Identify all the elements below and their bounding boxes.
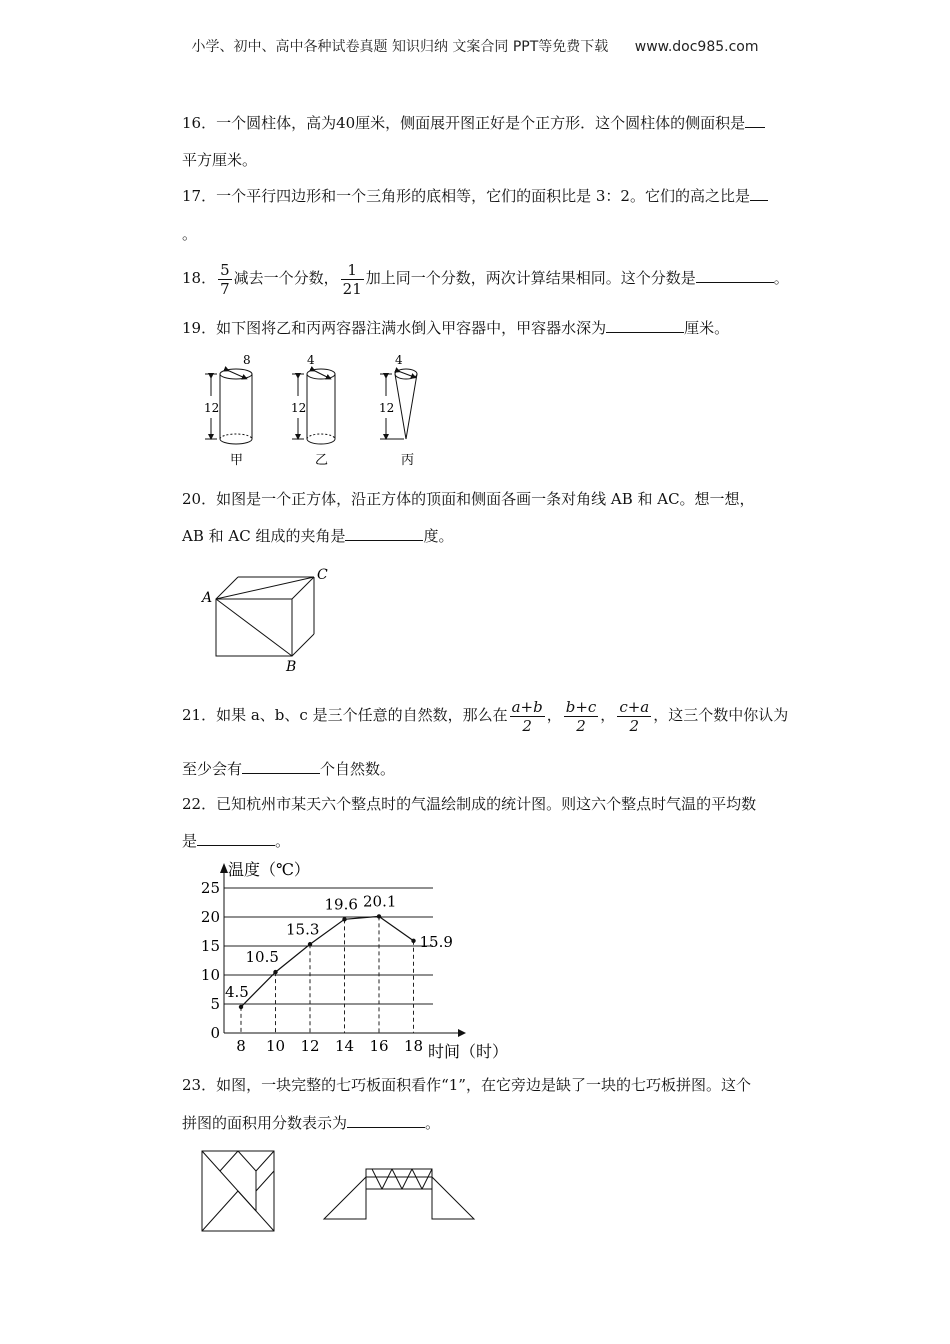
container-label: 乙 bbox=[315, 453, 329, 468]
question-22-line1: 22．已知杭州市某天六个整点时的气温绘制成的统计图。则这六个整点时气温的平均数 bbox=[182, 795, 757, 813]
fraction-a-b: $\frac{a+b}{2}$ bbox=[511, 697, 543, 735]
y-tick-label: 10 bbox=[200, 966, 220, 984]
x-tick-label: 16 bbox=[369, 1037, 389, 1055]
height-label: 12 bbox=[379, 401, 395, 415]
container-label: 丙 bbox=[401, 453, 415, 468]
x-axis-arrow bbox=[458, 1029, 466, 1037]
data-label: 15.3 bbox=[286, 920, 320, 939]
x-tick-label: 8 bbox=[236, 1037, 246, 1055]
data-point bbox=[342, 917, 346, 921]
data-label: 20.1 bbox=[363, 892, 397, 911]
question-20-line2: AB 和 AC 组成的夹角是 度。 bbox=[182, 527, 454, 545]
vertex-a-label: A bbox=[202, 590, 213, 606]
y-tick-label: 0 bbox=[210, 1024, 220, 1042]
question-21-line1: 21．如果 a、b、c 是三个任意的自然数，那么在 $\frac{a+b}{2}$ ， $\frac{b+c}{2}$ ， $\frac{c+a}{2}$ ，这三个数中你认为 bbox=[182, 697, 789, 735]
question-16-line2: 平方厘米。 bbox=[182, 151, 258, 169]
page-header bbox=[0, 36, 950, 56]
diameter-label: 4 bbox=[307, 353, 315, 367]
data-point bbox=[411, 939, 415, 943]
question-19: 19．如下图将乙和丙两容器注满水倒入甲容器中，甲容器水深为 厘米。 bbox=[182, 319, 730, 337]
x-tick-label: 14 bbox=[334, 1037, 355, 1055]
fraction-b-c: $\frac{b+c}{2}$ bbox=[565, 697, 597, 735]
data-point bbox=[239, 1005, 243, 1009]
question-23-line1: 23．如图，一块完整的七巧板面积看作“1”，在它旁边是缺了一块的七巧板拼图。这个 bbox=[182, 1076, 751, 1094]
answer-blank[interactable] bbox=[242, 759, 320, 774]
data-label: 10.5 bbox=[245, 948, 279, 967]
question-17-line1 bbox=[182, 186, 768, 206]
answer-blank[interactable] bbox=[750, 186, 768, 201]
vertex-b-label: B bbox=[286, 659, 297, 675]
data-point bbox=[308, 942, 312, 946]
question-22-line2: 是 。 bbox=[182, 832, 291, 850]
vertex-c-label: C bbox=[317, 567, 328, 583]
data-label: 19.6 bbox=[324, 895, 358, 914]
data-label: 15.9 bbox=[419, 932, 453, 951]
tangram-square bbox=[200, 1148, 280, 1234]
question-16-text: 16．一个圆柱体，高为40厘米，侧面展开图正好是个正方形．这个圆柱体的侧面积是 bbox=[182, 114, 746, 132]
data-label: 4.5 bbox=[225, 982, 249, 1001]
cube-lines bbox=[216, 577, 314, 656]
question-17-line2: 。 bbox=[182, 225, 198, 243]
chart-x-label: 时间（时） bbox=[428, 1042, 509, 1061]
cube-figure bbox=[198, 565, 338, 675]
containers-figure bbox=[195, 352, 435, 472]
height-label: 12 bbox=[204, 401, 220, 415]
answer-blank[interactable] bbox=[347, 1113, 425, 1128]
answer-blank[interactable] bbox=[197, 831, 275, 846]
x-tick-label: 18 bbox=[403, 1037, 424, 1055]
data-point bbox=[377, 914, 381, 918]
question-21-line2: 至少会有 个自然数。 bbox=[182, 760, 396, 778]
diagonal-ab bbox=[216, 599, 292, 656]
answer-blank[interactable] bbox=[745, 113, 765, 128]
fraction-c-a: $\frac{c+a}{2}$ bbox=[619, 697, 650, 735]
height-label: 12 bbox=[291, 401, 307, 415]
x-tick-label: 12 bbox=[300, 1037, 320, 1055]
question-16-line1 bbox=[182, 113, 765, 133]
tangram-puzzle bbox=[320, 1165, 480, 1225]
x-tick-label: 10 bbox=[265, 1037, 286, 1055]
question-17-text: 17．一个平行四边形和一个三角形的底相等，它们的面积比是 3：2。它们的高之比是 bbox=[182, 187, 750, 205]
fraction-1-21: $\frac{1}{21}$ bbox=[342, 260, 362, 298]
question-18: 18． $\frac{5}{7}$ 减去一个分数， $\frac{1}{21}$ 加上同一个分数，两次计算结果相同。这个分数是 。 bbox=[182, 260, 789, 298]
diameter-label: 8 bbox=[243, 353, 251, 367]
container-label: 甲 bbox=[230, 453, 244, 468]
y-axis-arrow bbox=[220, 863, 228, 873]
question-23-line2: 拼图的面积用分数表示为 。 bbox=[182, 1114, 441, 1132]
header-url[interactable]: www.doc985.com bbox=[634, 39, 759, 55]
diameter-label: 4 bbox=[395, 353, 403, 367]
question-20-line1: 20．如图是一个正方体，沿正方体的顶面和侧面各画一条对角线 AB 和 AC。想一想， bbox=[182, 490, 755, 508]
data-point bbox=[273, 970, 277, 974]
y-tick-label: 20 bbox=[200, 908, 220, 926]
y-tick-label: 25 bbox=[200, 879, 220, 897]
chart-y-label: 温度（℃） bbox=[228, 860, 310, 879]
header-text: 小学、初中、高中各种试卷真题 知识归纳 文案合同 PPT等免费下载 bbox=[191, 39, 609, 55]
y-tick-label: 15 bbox=[200, 937, 220, 955]
answer-blank[interactable] bbox=[606, 318, 684, 333]
fraction-5-7: $\frac{5}{7}$ bbox=[220, 260, 230, 298]
answer-blank[interactable] bbox=[696, 268, 774, 283]
temperature-chart bbox=[198, 855, 528, 1065]
answer-blank[interactable] bbox=[345, 526, 423, 541]
y-tick-label: 5 bbox=[210, 995, 220, 1013]
diagonal-ac bbox=[216, 577, 314, 599]
